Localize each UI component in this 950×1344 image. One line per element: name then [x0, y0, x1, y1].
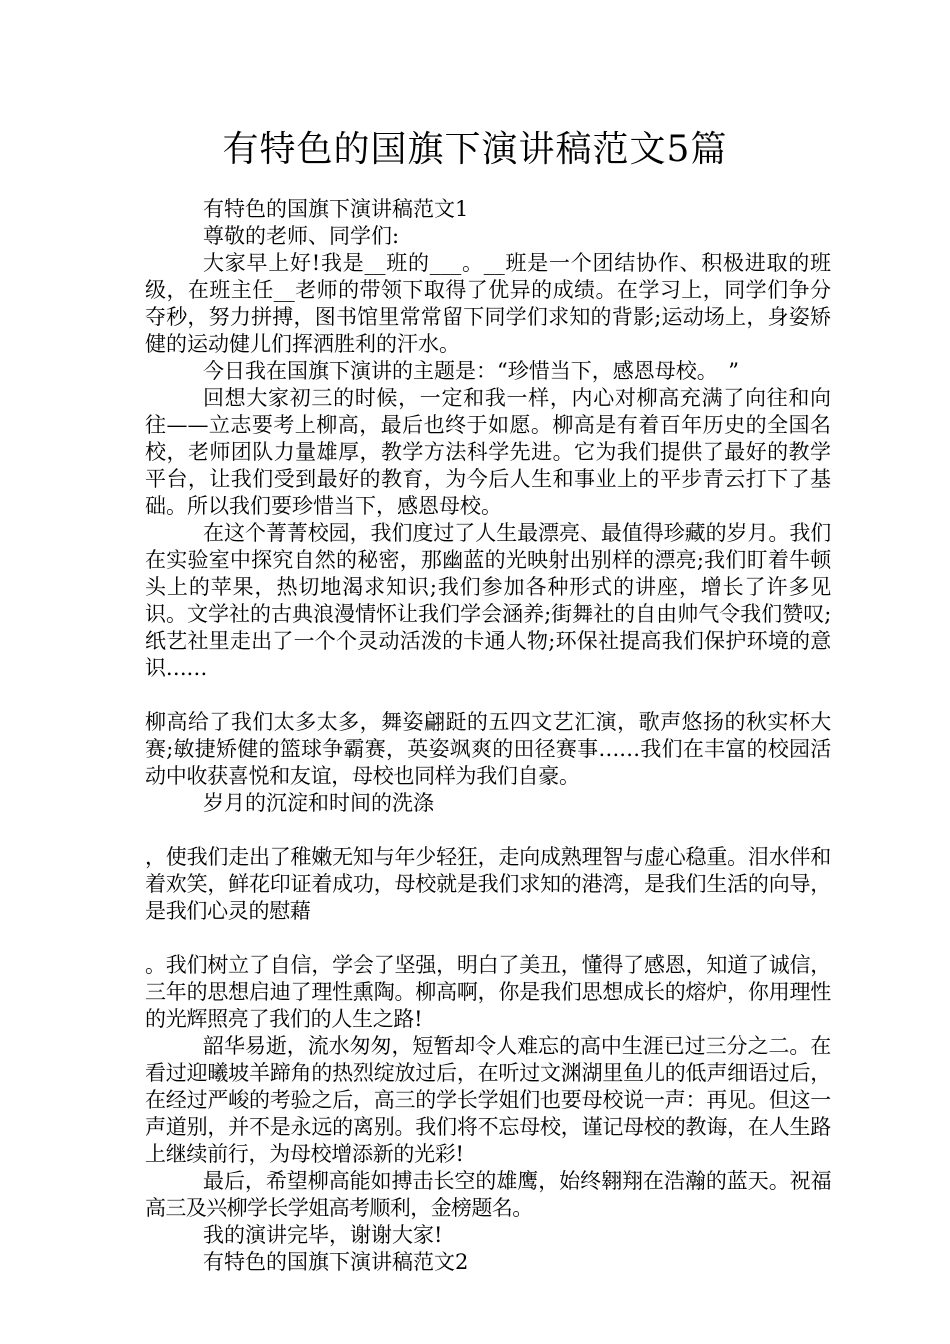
section-heading: 有特色的国旗下演讲稿范文1: [203, 197, 469, 221]
body-paragraph: 回想大家初三的时候，一定和我一样，内心对柳高充满了向往和向往——立志要考上柳高，最后也终于如愿。柳高是有着百年历史的全国名校，老师团队力量雄厚，教学方法科学先进。它为我们提供了最好的教学平台，让我们受到最好的教育，为今后人生和事业上的平步青云打下了基础。所以我们要珍惜当下，感恩母校。: [145, 386, 831, 518]
closing-line: 我的演讲完毕，谢谢大家!: [203, 1223, 443, 1247]
body-paragraph: 。我们树立了自信，学会了坚强，明白了美丑，懂得了感恩，知道了诚信，三年的思想启迪了理性熏陶。柳高啊，你是我们思想成长的熔炉，你用理性的光辉照亮了我们的人生之路!: [145, 953, 831, 1031]
body-paragraph: 柳高给了我们太多太多，舞姿翩跹的五四文艺汇演，歌声悠扬的秋实杯大赛;敏捷矫健的篮球争霸赛，英姿飒爽的田径赛事……我们在丰富的校园活动中收获喜悦和友谊，母校也同样为我们自豪。: [145, 710, 831, 788]
document-body: [145, 196, 831, 1276]
body-paragraph: 岁月的沉淀和时间的洗涤: [203, 791, 434, 815]
body-paragraph: 最后，希望柳高能如搏击长空的雄鹰，始终翱翔在浩瀚的蓝天。祝福高三及兴柳学长学姐高考顺利，金榜题名。: [145, 1169, 831, 1220]
salutation: 尊敬的老师、同学们:: [203, 224, 400, 248]
document-title: 有特色的国旗下演讲稿范文5篇: [222, 129, 728, 170]
body-paragraph: 在这个菁菁校园，我们度过了人生最漂亮、最值得珍藏的岁月。我们在实验室中探究自然的秘密，那幽蓝的光映射出别样的漂亮;我们盯着牛顿头上的苹果，热切地渴求知识;我们参加各种形式的讲座，增长了许多见识。文学社的古典浪漫情怀让我们学会涵养;街舞社的自由帅气令我们赞叹;纸艺社里走出了一个个灵动活泼的卡通人物;环保社提高我们保护环境的意识……: [145, 521, 831, 680]
body-paragraph: 大家早上好!我是__班的___。__班是一个团结协作、积极进取的班级，在班主任__老师的带领下取得了优异的成绩。在学习上，同学们争分夺秒，努力拼搏，图书馆里常常留下同学们求知的背影;运动场上，身姿矫健的运动健儿们挥洒胜利的汗水。: [145, 251, 831, 356]
body-paragraph: ，使我们走出了稚嫩无知与年少轻狂，走向成熟理智与虚心稳重。泪水伴和着欢笑，鲜花印证着成功，母校就是我们求知的港湾，是我们生活的向导，是我们心灵的慰藉: [145, 845, 831, 923]
body-paragraph: 韶华易逝，流水匆匆，短暂却令人难忘的高中生涯已过三分之二。在看过迎曦坡羊蹄角的热烈绽放过后，在听过文渊湖里鱼儿的低声细语过后，在经过严峻的考验之后，高三的学长学姐们也要母校说一声：再见。但这一声道别，并不是永远的离别。我们将不忘母校，谨记母校的教诲，在人生路上继续前行，为母校增添新的光彩!: [145, 1034, 831, 1166]
body-paragraph: 今日我在国旗下演讲的主题是：“珍惜当下，感恩母校。 ”: [203, 359, 739, 383]
section-heading: 有特色的国旗下演讲稿范文2: [203, 1250, 469, 1274]
